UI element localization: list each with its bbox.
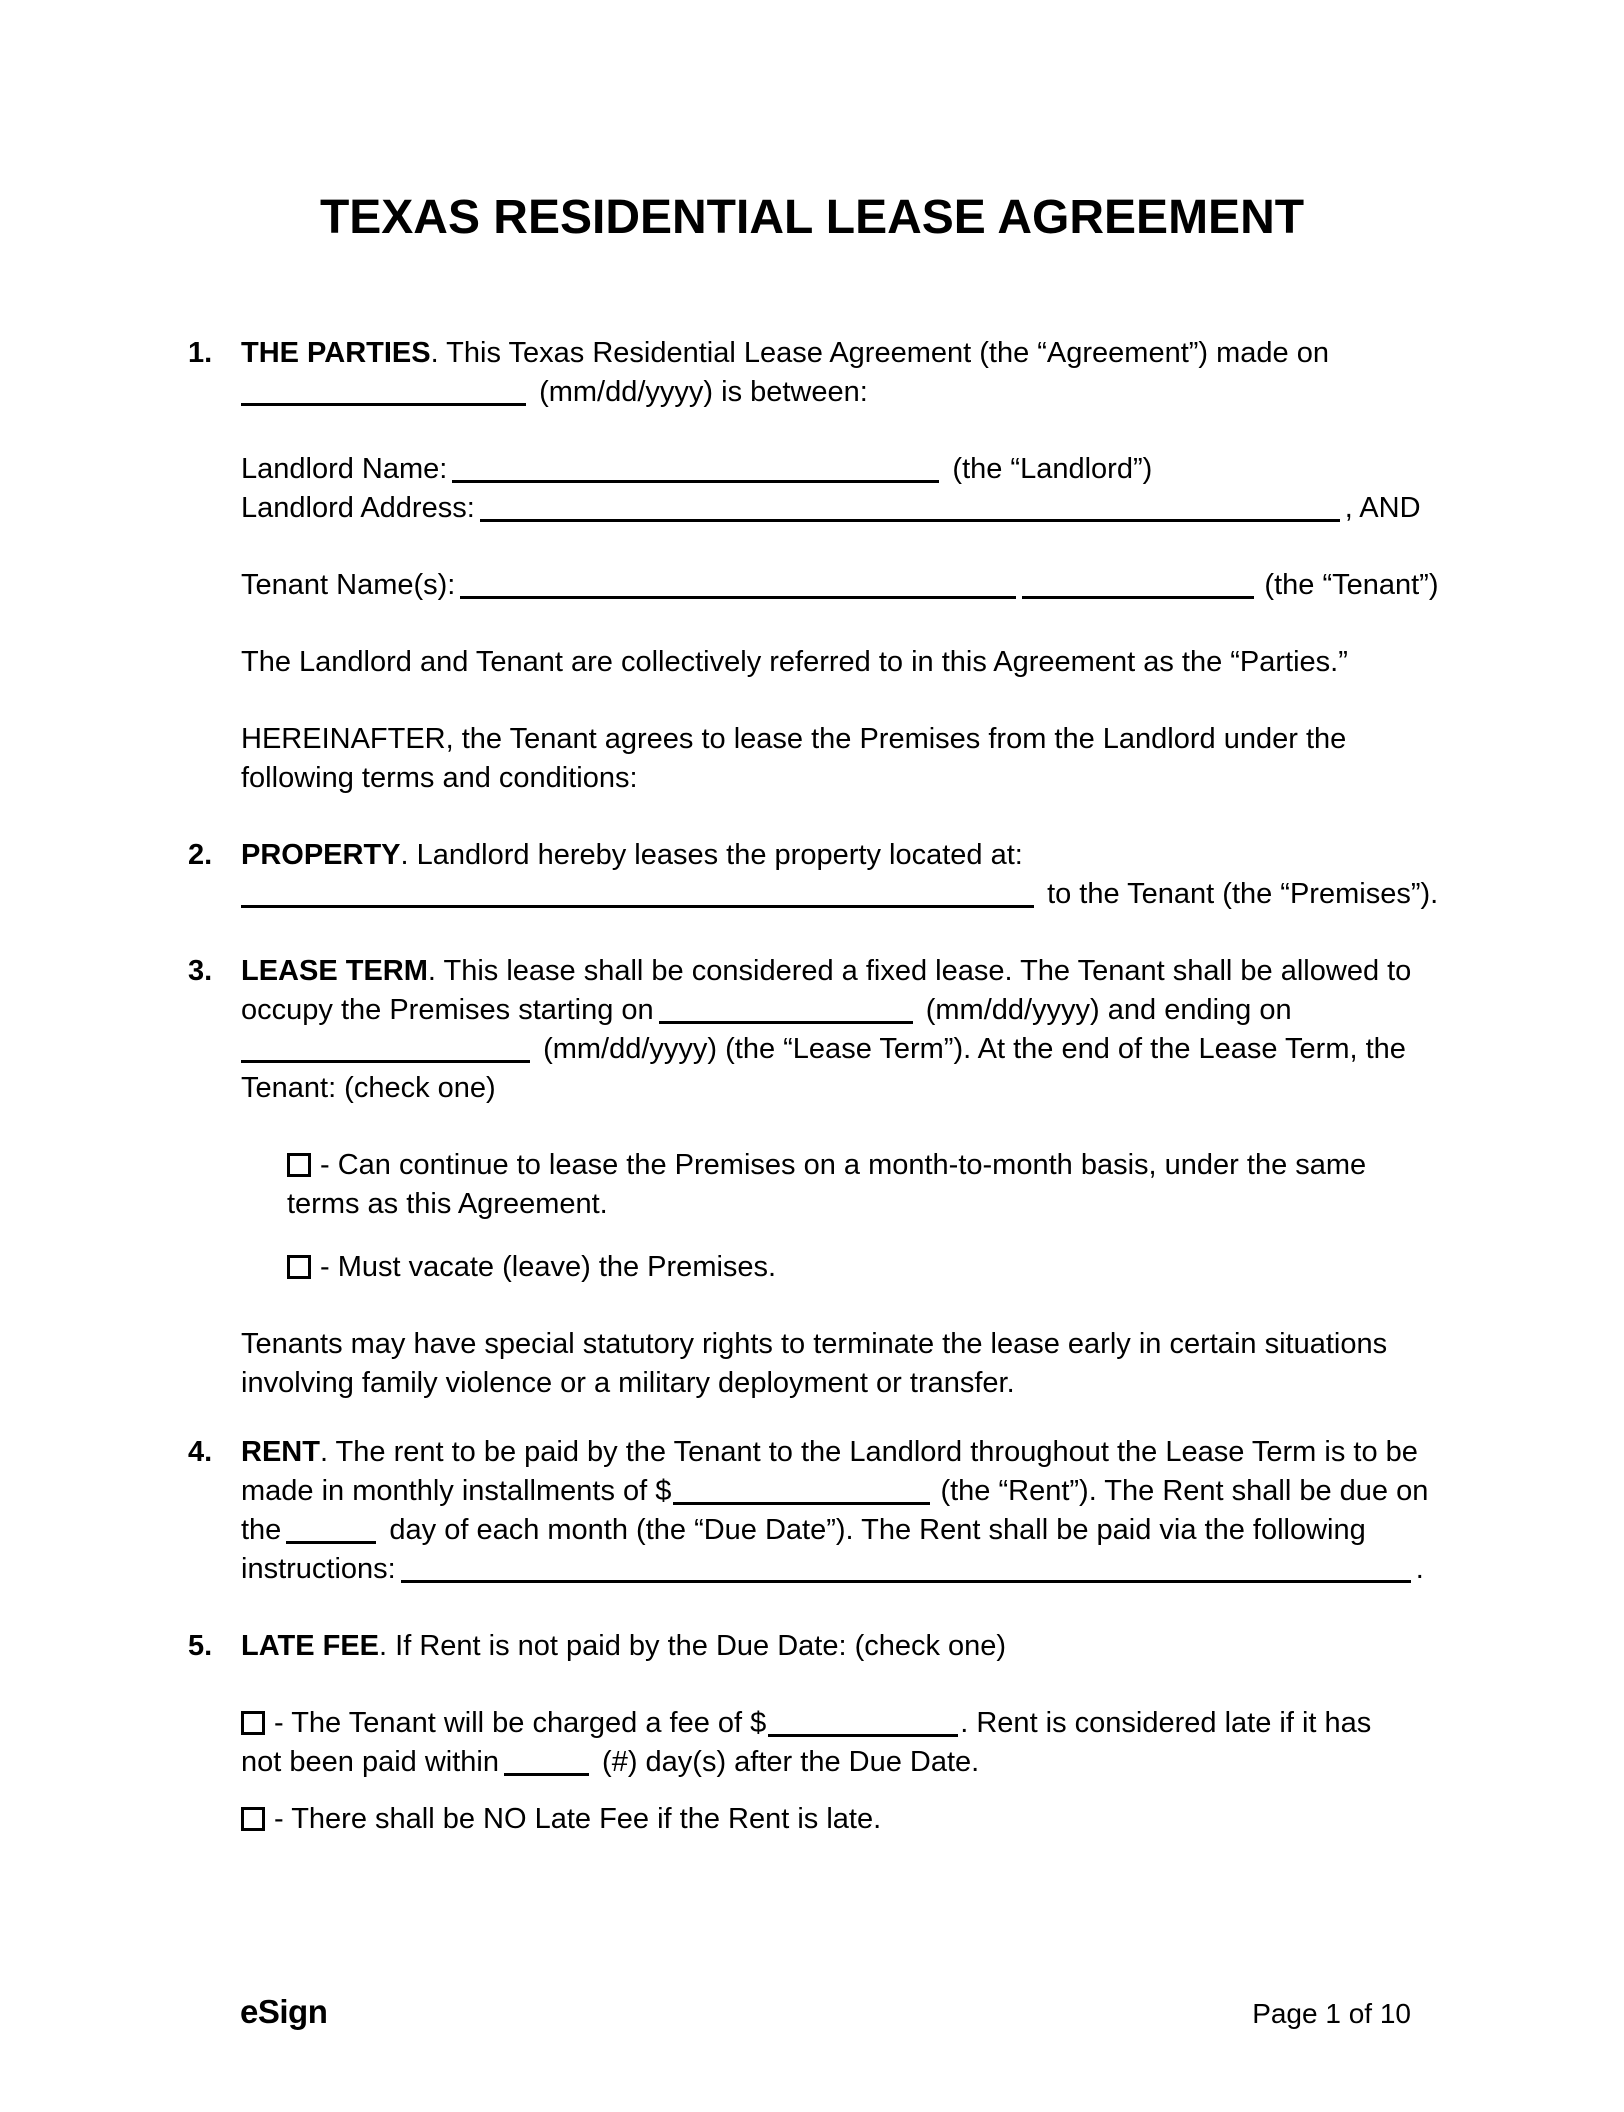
lease-term-check-one-line: Tenant: (check one) [241,1072,496,1104]
section-rent [188,1433,1624,1589]
rent-lead-text: . The rent to be paid by the Tenant to the Landlord throughout the Lease Term is to be [319,1436,1418,1468]
lease-term-lead-text: . This lease shall be considered a fixed lease. The Tenant shall be allowed to [427,955,1412,987]
landlord-address-blank[interactable] [480,497,1340,522]
esign-logo: eSign [240,1993,328,2030]
statutory-note-line-1: Tenants may have special statutory rights to terminate the lease early in certain situations [241,1328,1388,1360]
parties-collective-note: The Landlord and Tenant are collectively referred to in this Agreement as the “Parties.” [241,646,1348,678]
property-address-blank[interactable] [241,883,1034,908]
late-fee-lead-text: . If Rent is not paid by the Due Date: (check one) [379,1630,1007,1662]
rent-due-day-pre: the [241,1514,282,1546]
parties-date-line [241,373,1624,412]
late-fee-lead-line [241,1627,1624,1666]
rent-amount-suffix: (the “Rent”). The Rent shall be due on [940,1475,1429,1507]
checkbox-month-to-month[interactable] [287,1153,311,1177]
lease-start-suffix: (mm/dd/yyyy) and ending on [925,994,1292,1026]
section-late-fee [188,1627,1624,1839]
lease-start-pre: occupy the Premises starting on [241,994,654,1026]
document-title: TEXAS RESIDENTIAL LEASE AGREEMENT [319,191,1305,244]
parties-lead-text: . This Texas Residential Lease Agreement (the “Agreement”) made on [430,337,1329,369]
landlord-name-label: Landlord Name: [241,453,448,485]
rent-due-day-suffix: day of each month (the “Due Date”). The Rent shall be paid via the following [389,1514,1366,1546]
lease-term-lead-line [241,952,1624,991]
late-fee-amount-blank[interactable] [768,1712,958,1737]
rent-instructions-suffix: . [1415,1553,1424,1585]
section-heading: LATE FEE [241,1630,380,1662]
tenant-names-blank-1[interactable] [460,574,1016,599]
page-number: Page 1 of 10 [1252,1998,1411,2029]
option-no-late-fee-line [241,1800,1624,1839]
tenant-name-suffix: (the “Tenant”) [1264,569,1439,601]
section-heading: THE PARTIES [241,337,431,369]
property-address-line [241,875,1624,914]
tenant-names-blank-2[interactable] [1022,574,1254,599]
late-fee-days-pre: not been paid within [241,1746,499,1778]
page-footer [240,1992,1411,2033]
property-address-suffix: to the Tenant (the “Premises”). [1047,878,1439,910]
rent-instructions-label: instructions: [241,1553,396,1585]
landlord-address-line [241,489,1624,528]
rent-due-day-line [241,1511,1624,1550]
checkbox-late-fee-charged[interactable] [241,1711,265,1735]
option-no-late-fee-text: - There shall be NO Late Fee if the Rent is late. [274,1803,882,1835]
option-must-vacate-text: - Must vacate (leave) the Premises. [320,1251,777,1283]
rent-due-day-blank[interactable] [286,1519,376,1544]
option-late-fee-line-1 [241,1704,1624,1743]
checkbox-must-vacate[interactable] [287,1255,311,1279]
late-fee-days-suffix: (#) day(s) after the Due Date. [602,1746,980,1778]
document-body [188,334,1624,1839]
tenant-name-label: Tenant Name(s): [241,569,456,601]
option-month-to-month-line-2: terms as this Agreement. [287,1188,608,1220]
section-number: 4. [188,1436,213,1468]
section-number: 2. [188,839,213,871]
option-must-vacate-line [287,1248,1624,1287]
payment-instructions-blank[interactable] [401,1558,1411,1583]
agreement-date-blank[interactable] [241,381,526,406]
tenant-name-line [241,566,1624,605]
lease-end-line [241,1030,1624,1069]
late-fee-days-blank[interactable] [504,1751,589,1776]
landlord-name-blank[interactable] [452,458,939,483]
hereinafter-line-2: following terms and conditions: [241,762,638,794]
option-late-fee-suffix: . Rent is considered late if it has [960,1707,1372,1739]
section-heading: PROPERTY [241,839,401,871]
rent-amount-pre: made in monthly installments of $ [241,1475,672,1507]
property-lead-text: . Landlord hereby leases the property located at: [400,839,1023,871]
hereinafter-line-1: HEREINAFTER, the Tenant agrees to lease the Premises from the Landlord under the [241,723,1347,755]
property-lead-line [241,836,1624,875]
rent-instructions-line [241,1550,1624,1589]
option-month-to-month-line-1 [287,1146,1624,1185]
section-lease-term [188,952,1624,1403]
landlord-name-line [241,450,1624,489]
section-the-parties [188,334,1624,798]
section-property [188,836,1624,914]
option-late-fee-pre: - The Tenant will be charged a fee of $ [274,1707,767,1739]
parties-lead-line [241,334,1624,373]
checkbox-no-late-fee[interactable] [241,1807,265,1831]
lease-end-suffix: (mm/dd/yyyy) (the “Lease Term”). At the end of the Lease Term, the [543,1033,1406,1065]
option-month-to-month-text: - Can continue to lease the Premises on a month-to-month basis, under the same [320,1149,1367,1181]
rent-amount-line [241,1472,1624,1511]
rent-amount-blank[interactable] [673,1480,930,1505]
section-heading: RENT [241,1436,320,1468]
section-number: 5. [188,1630,213,1662]
statutory-note-line-2: involving family violence or a military deployment or transfer. [241,1367,1015,1399]
section-number: 3. [188,955,213,987]
lease-start-line [241,991,1624,1030]
parties-date-suffix: (mm/dd/yyyy) is between: [539,376,868,408]
section-number: 1. [188,337,213,369]
landlord-name-suffix: (the “Landlord”) [952,453,1153,485]
lease-start-date-blank[interactable] [659,999,913,1024]
option-late-fee-line-2 [241,1743,1624,1782]
section-heading: LEASE TERM [241,955,428,987]
landlord-address-label: Landlord Address: [241,492,475,524]
rent-lead-line [241,1433,1624,1472]
lease-end-date-blank[interactable] [241,1038,530,1063]
landlord-address-suffix: , AND [1344,492,1421,524]
